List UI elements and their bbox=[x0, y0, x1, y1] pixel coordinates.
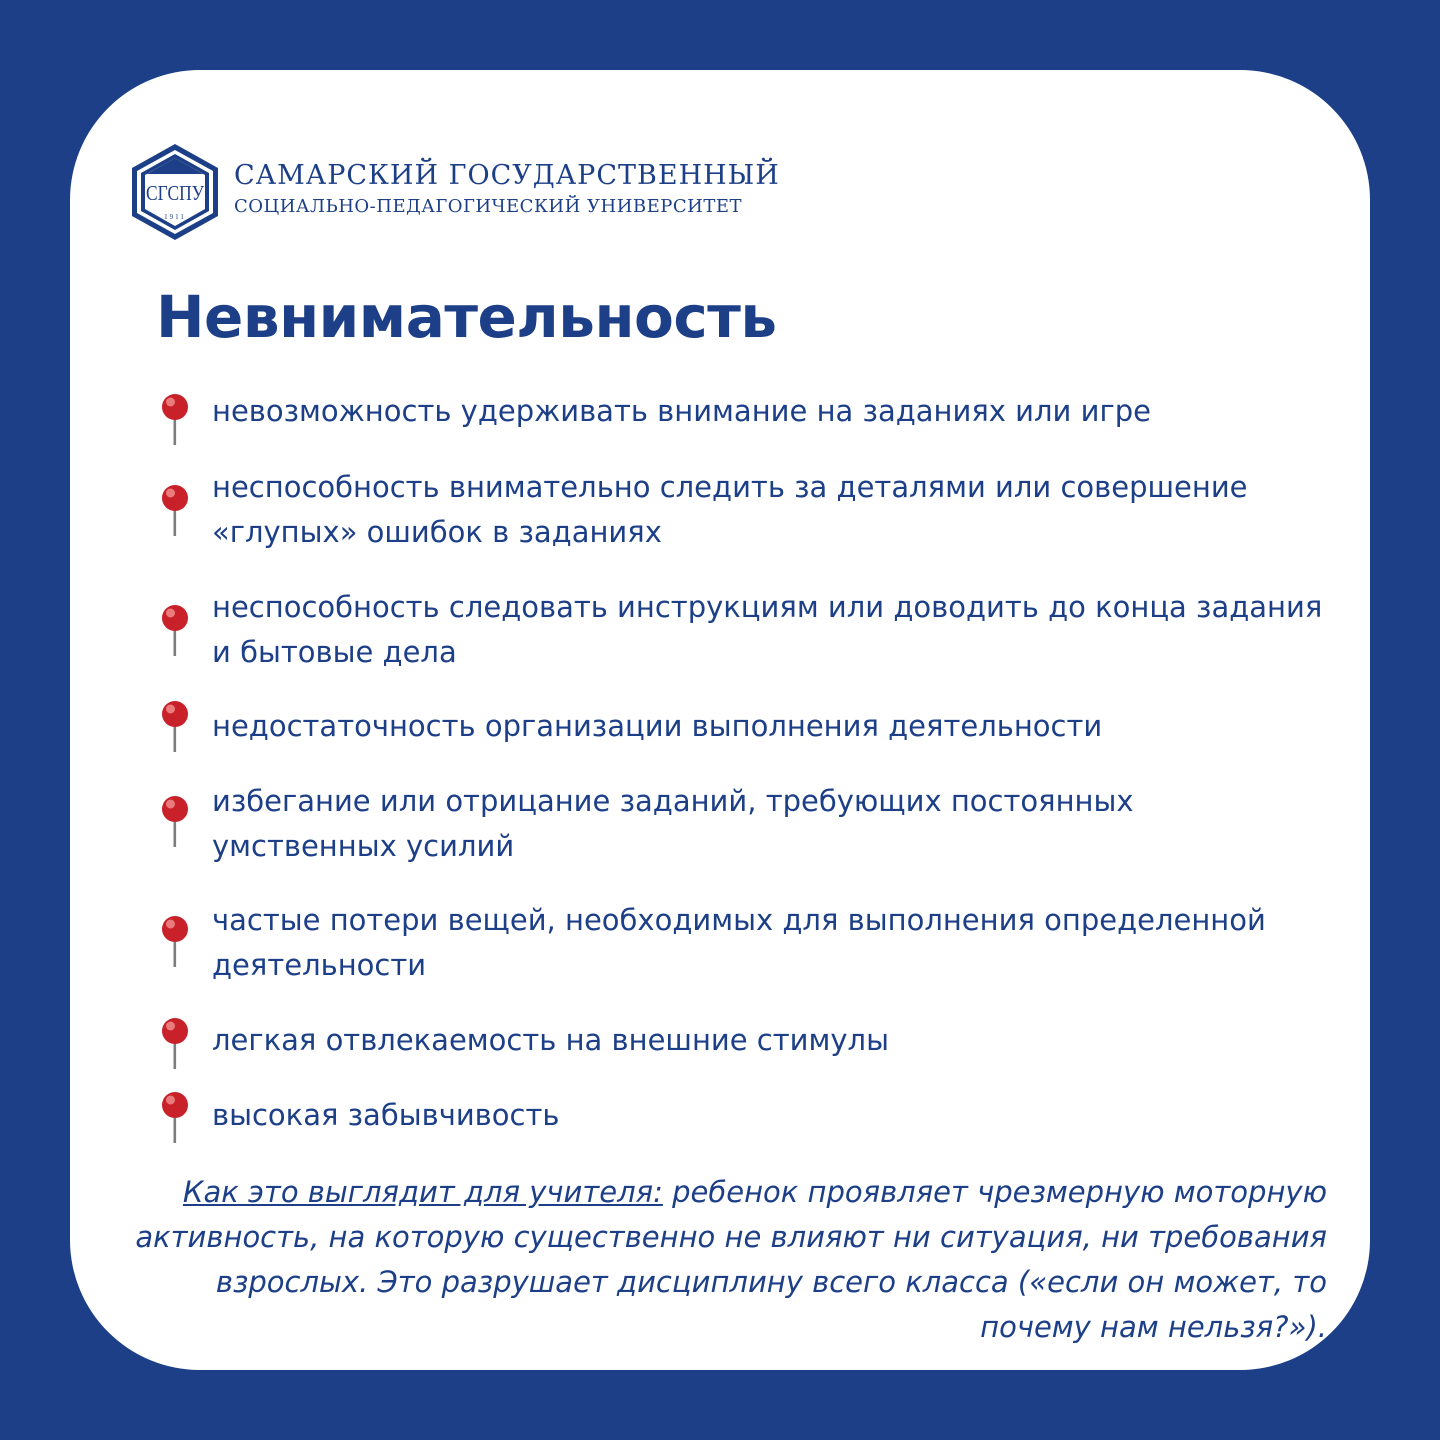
list-item-text: недостаточность организации выполнения деятельности bbox=[212, 709, 1103, 743]
pushpin-icon bbox=[155, 913, 195, 973]
university-logo bbox=[130, 142, 220, 242]
pushpin-icon bbox=[155, 482, 195, 542]
teacher-note-body: ребенок проявляет чрезмерную моторную активность, на которую существенно не влияют ни ситуация, ни требования взрослых. Это разрушает дисциплину всего класса («если он может, то почему нам нельзя?»). bbox=[135, 1175, 1327, 1344]
pushpin-icon bbox=[155, 1015, 195, 1075]
university-name-line1: САМАРСКИЙ ГОСУДАРСТВЕННЫЙ bbox=[234, 160, 780, 191]
pushpin-icon bbox=[155, 602, 195, 662]
logo-year: 1911 bbox=[164, 213, 186, 221]
page-title: Невнимательность bbox=[156, 283, 777, 351]
list-item-text: частые потери вещей, необходимых для выполнения определенной деятельности bbox=[212, 903, 1266, 982]
pushpin-icon bbox=[155, 1089, 195, 1149]
pushpin-icon bbox=[155, 391, 195, 451]
list-item-text: легкая отвлекаемость на внешние стимулы bbox=[212, 1023, 889, 1057]
list-item-text: неспособность следовать инструкциям или доводить до конца задания и бытовые дела bbox=[212, 590, 1323, 669]
university-name-line2: СОЦИАЛЬНО-ПЕДАГОГИЧЕСКИЙ УНИВЕРСИТЕТ bbox=[234, 196, 743, 217]
logo-abbrev: СГСПУ bbox=[146, 181, 205, 205]
list-item-text: невозможность удерживать внимание на заданиях или игре bbox=[212, 394, 1151, 428]
teacher-note bbox=[130, 1170, 1327, 1350]
list-item-text: неспособность внимательно следить за деталями или совершение «глупых» ошибок в заданиях bbox=[212, 470, 1248, 549]
pushpin-icon bbox=[155, 793, 195, 853]
pushpin-icon bbox=[155, 698, 195, 758]
list-item-text: избегание или отрицание заданий, требующих постоянных умственных усилий bbox=[212, 784, 1134, 863]
list-item-text: высокая забывчивость bbox=[212, 1098, 560, 1132]
teacher-note-lead: Как это выглядит для учителя: bbox=[182, 1175, 663, 1209]
